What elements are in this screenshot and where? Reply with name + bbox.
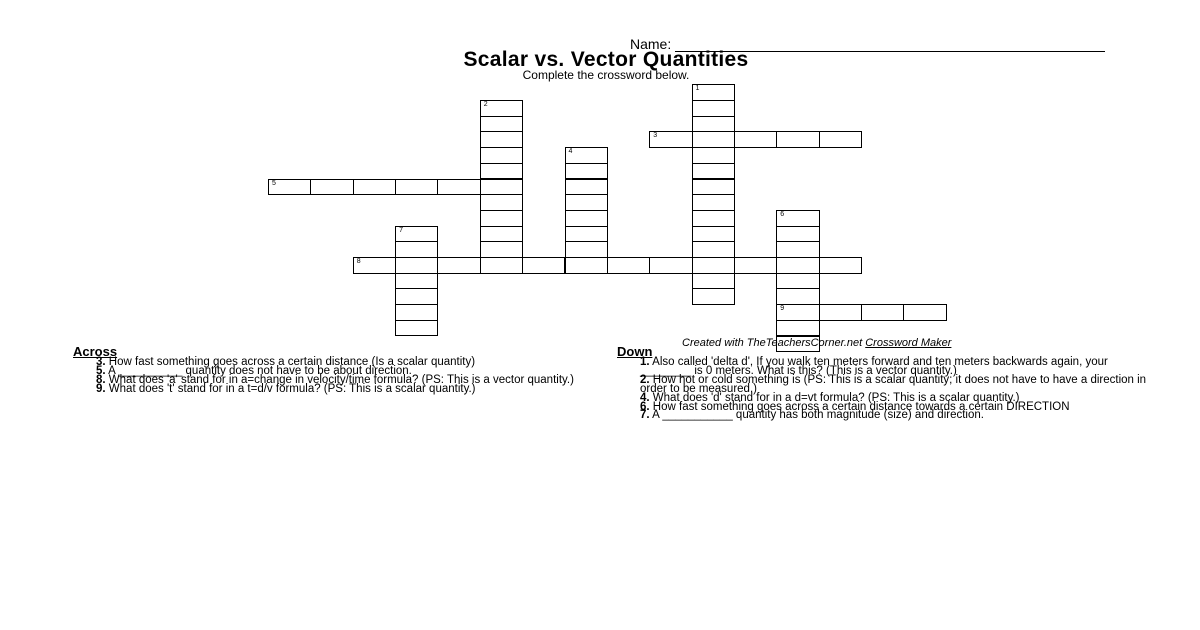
clue-number-label: 2 [483, 101, 488, 108]
crossword-cell[interactable] [776, 241, 819, 258]
crossword-cell[interactable] [819, 304, 862, 321]
down-heading: Down [617, 344, 653, 359]
crossword-cell[interactable] [480, 100, 523, 117]
crossword-cell[interactable] [692, 147, 735, 164]
crossword-cell[interactable] [480, 241, 523, 258]
crossword-cell[interactable] [480, 131, 523, 148]
clue-number-label: 8 [356, 258, 361, 265]
clue-number: 1. [640, 356, 650, 368]
crossword-cell[interactable] [395, 320, 438, 337]
crossword-cell[interactable] [734, 131, 777, 148]
crossword-cell[interactable] [353, 257, 396, 274]
crossword-cell[interactable] [310, 179, 353, 196]
crossword-maker-link[interactable]: Crossword Maker [865, 337, 952, 349]
clue-text: A __________ quantity does not have to be about direction. [108, 364, 412, 377]
clue-down-7 [617, 411, 1147, 420]
across-heading: Across [73, 344, 118, 359]
crossword-cell[interactable] [776, 304, 819, 321]
crossword-cell[interactable] [692, 179, 735, 196]
clue-number: 8. [96, 373, 106, 386]
crossword-cell[interactable] [692, 163, 735, 180]
clue-number-label: 7 [399, 226, 403, 234]
clue-number: 5. [96, 364, 106, 377]
crossword-cell[interactable] [268, 179, 311, 196]
crossword-cell[interactable] [692, 194, 735, 211]
crossword-cell[interactable] [776, 226, 819, 243]
crossword-cell[interactable] [692, 100, 735, 117]
crossword-cell[interactable] [692, 288, 735, 305]
clue-text: How fast something goes across a certain distance (Is a scalar quantity) [108, 356, 476, 368]
clue-text: A ___________ quantity has both magnitude (size) and direction. [652, 409, 984, 422]
crossword-cell[interactable] [480, 147, 523, 164]
crossword-cell[interactable] [565, 257, 608, 274]
crossword-cell[interactable] [480, 257, 523, 274]
down-clues [617, 346, 1147, 420]
clue-number-label: 9 [780, 305, 785, 313]
crossword-cell[interactable] [395, 257, 438, 274]
clue-number: 9. [96, 382, 106, 395]
credit-text: Created with TheTeachersCorner.net [682, 337, 866, 349]
crossword-cell[interactable] [776, 257, 819, 274]
clue-across-9 [73, 382, 593, 395]
clue-number: 3. [96, 356, 106, 368]
crossword-cell[interactable] [480, 226, 523, 243]
crossword-cell[interactable] [565, 226, 608, 243]
crossword-cell[interactable] [776, 131, 819, 148]
crossword-cell[interactable] [395, 288, 438, 305]
clue-text: What does 'a' stand for in a=change in velocity/time formula? (PS: This is a vector quantity.) [108, 373, 574, 386]
crossword-cell[interactable] [480, 210, 523, 227]
crossword-cell[interactable] [607, 257, 650, 274]
crossword-cell[interactable] [692, 273, 735, 290]
clue-number: 2. [640, 373, 650, 386]
crossword-cell[interactable] [480, 116, 523, 133]
crossword-cell[interactable] [565, 147, 608, 164]
page-subtitle: Complete the crossword below. [522, 68, 690, 82]
page-title: Scalar vs. Vector Quantities [463, 48, 749, 71]
crossword-cell[interactable] [649, 257, 692, 274]
crossword-cell[interactable] [776, 288, 819, 305]
crossword-cell[interactable] [776, 320, 819, 337]
crossword-cell[interactable] [565, 210, 608, 227]
clue-number-label: 6 [780, 210, 785, 218]
crossword-cell[interactable] [692, 210, 735, 227]
clue-text: Also called 'delta d', If you walk ten meters forward and ten meters backwards again, your ________ is 0 meters. What is this? (This is a vector quantity.) [640, 356, 1108, 377]
crossword-cell[interactable] [395, 304, 438, 321]
crossword-cell[interactable] [395, 179, 438, 196]
crossword-cell[interactable] [437, 257, 480, 274]
crossword-cell[interactable] [565, 194, 608, 211]
clue-number-label: 5 [272, 179, 276, 187]
crossword-cell[interactable] [692, 116, 735, 133]
crossword-cell[interactable] [692, 131, 735, 148]
crossword-cell[interactable] [649, 131, 692, 148]
crossword-cell[interactable] [395, 226, 438, 243]
crossword-cell[interactable] [395, 273, 438, 290]
crossword-cell[interactable] [776, 210, 819, 227]
crossword-cell[interactable] [692, 241, 735, 258]
clue-number-label: 1 [695, 85, 700, 93]
crossword-cell[interactable] [861, 304, 904, 321]
crossword-cell[interactable] [819, 257, 862, 274]
name-label: Name: [630, 36, 672, 52]
clue-number-label: 3 [653, 132, 658, 140]
crossword-cell[interactable] [480, 179, 523, 196]
clue-number: 4. [640, 391, 650, 404]
clue-text: What does 'd' stand for in a d=vt formula? (PS: This is a scalar quantity.) [652, 391, 1020, 404]
crossword-cell[interactable] [903, 304, 946, 321]
crossword-cell[interactable] [692, 84, 735, 101]
crossword-cell[interactable] [522, 257, 565, 274]
clue-number: 6. [640, 400, 650, 413]
crossword-cell[interactable] [480, 163, 523, 180]
crossword-cell[interactable] [692, 257, 735, 274]
crossword-cell[interactable] [565, 179, 608, 196]
clue-number: 7. [640, 409, 650, 422]
crossword-cell[interactable] [734, 257, 777, 274]
crossword-cell[interactable] [692, 226, 735, 243]
across-clues [73, 346, 593, 394]
crossword-cell[interactable] [565, 241, 608, 258]
crossword-cell[interactable] [565, 163, 608, 180]
clue-text: How fast something goes across a certain distance towards a certain DIRECTION [652, 400, 1070, 413]
crossword-cell[interactable] [437, 179, 480, 196]
crossword-cell[interactable] [480, 194, 523, 211]
crossword-cell[interactable] [395, 241, 438, 258]
clue-text: How hot or cold something is (PS: This is a scalar quantity; it does not have to have a direction in order to be measured.) [640, 373, 1147, 395]
crossword-cell[interactable] [776, 273, 819, 290]
clue-number-label: 4 [568, 148, 573, 156]
crossword-cell[interactable] [353, 179, 396, 196]
crossword-cell[interactable] [819, 131, 862, 148]
clue-text: What does 't' stand for in a t=d/v formula? (PS: This is a scalar quantity.) [108, 382, 476, 395]
